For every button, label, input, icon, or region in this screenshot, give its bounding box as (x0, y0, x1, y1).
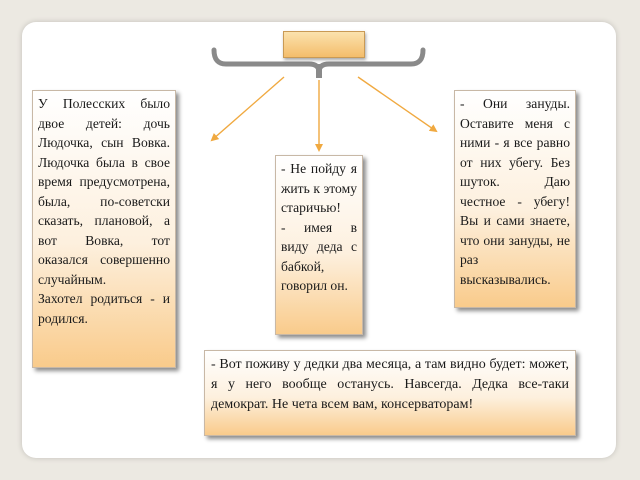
text-box-left-paragraph: Захотел родиться - и родился. (38, 291, 170, 326)
diagram-title (283, 31, 365, 58)
text-box-center-paragraph: - Не пойду я жить к этому старичью! (281, 161, 357, 215)
text-box-right (454, 90, 576, 308)
text-box-center-paragraph: - имея в виду деда с бабкой, говорил он. (281, 219, 357, 293)
text-box-right-paragraph: - Они зануды. Оставите меня с ними - я все равно от них убегу. Без шуток. Даю честное - убегу! Вы и сами знаете, что они зануды, не раз высказывались. (460, 96, 570, 287)
text-box-bottom-paragraph: - Вот поживу у дедки два месяца, а там видно будет: может, я у него вообще останусь. Навсегда. Дедка все-таки демократ. Не чета всем вам, консерваторам! (211, 357, 569, 412)
text-box-left-paragraph: У Полесских было двое детей: дочь Людочка, сын Вовка. Людочка была в свое время предусмотрена, была, по-советски сказать, плановой, а вот Вовка, тот оказался совершенно случайным. (38, 96, 170, 287)
arrow-left (212, 77, 284, 140)
text-box-left (32, 90, 176, 368)
text-box-bottom (204, 350, 576, 436)
text-box-center (275, 155, 363, 335)
arrow-right (358, 77, 436, 131)
